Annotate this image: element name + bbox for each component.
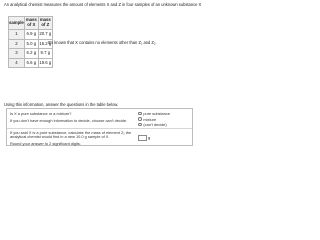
table-row <box>9 30 53 40</box>
radio-button[interactable] <box>138 117 142 121</box>
mass-x-cell: 6.9 g <box>24 30 38 40</box>
radio-button[interactable] <box>138 123 142 127</box>
option-label: pure substance <box>143 111 170 116</box>
sample-number: 3 <box>9 49 25 59</box>
mass-z-cell: 9.7 g <box>38 49 52 59</box>
mass-z-cell: 15.2 g <box>38 39 52 49</box>
option-cant-decide[interactable] <box>138 122 167 127</box>
question1-text: Is X a pure substance or a mixture? <box>10 111 72 116</box>
mass-x-cell: 5.0 g <box>24 39 38 49</box>
mass-z-cell: 19.6 g <box>38 58 52 68</box>
sample-number: 2 <box>9 39 25 49</box>
table-row <box>9 39 53 49</box>
option-label: (can't decide) <box>143 122 167 127</box>
header-mass-z: mass of Z <box>38 17 52 30</box>
sample-number: 1 <box>9 30 25 40</box>
question1-hint: If you don't have enough information to decide, choose can't decide. <box>10 118 128 123</box>
table-row <box>9 49 53 59</box>
header-mass-x: mass of X <box>24 17 38 30</box>
table-row <box>9 58 53 68</box>
option-mixture[interactable] <box>138 117 156 122</box>
samples-table <box>8 16 53 68</box>
option-label: mixture <box>143 116 157 122</box>
option-pure-substance[interactable] <box>138 111 170 116</box>
question-box <box>6 108 193 146</box>
instructions-text: Using this information, answer the questions in the table below. <box>4 102 119 107</box>
mass-x-cell: 6.6 g <box>24 58 38 68</box>
mass-z-cell: 20.7 g <box>38 30 52 40</box>
header-sample: sample <box>9 17 25 30</box>
unit-label: g <box>148 135 151 140</box>
radio-button[interactable] <box>138 112 142 116</box>
intro-text: An analytical chemist measures the amount of elements X and Z in four samples of an unknown substance X <box>4 2 202 7</box>
question2-rounding-hint: Round your answer to 2 significant digits. <box>10 140 81 146</box>
question-divider <box>7 128 192 129</box>
question2-text: If you said X is a pure substance, calculate the mass of element Z₁ the <box>10 129 132 135</box>
question2-text-cont: analytical chemist would find in a new 10.0 g sample of X. <box>10 134 110 139</box>
composition-note: It's known that X contains no elements other than Z₁ and Z₂. <box>48 40 157 45</box>
sample-number: 4 <box>9 58 25 68</box>
mass-x-cell: 6.2 g <box>24 49 38 59</box>
table-header-row <box>9 17 53 30</box>
mass-answer-input[interactable] <box>138 135 147 141</box>
